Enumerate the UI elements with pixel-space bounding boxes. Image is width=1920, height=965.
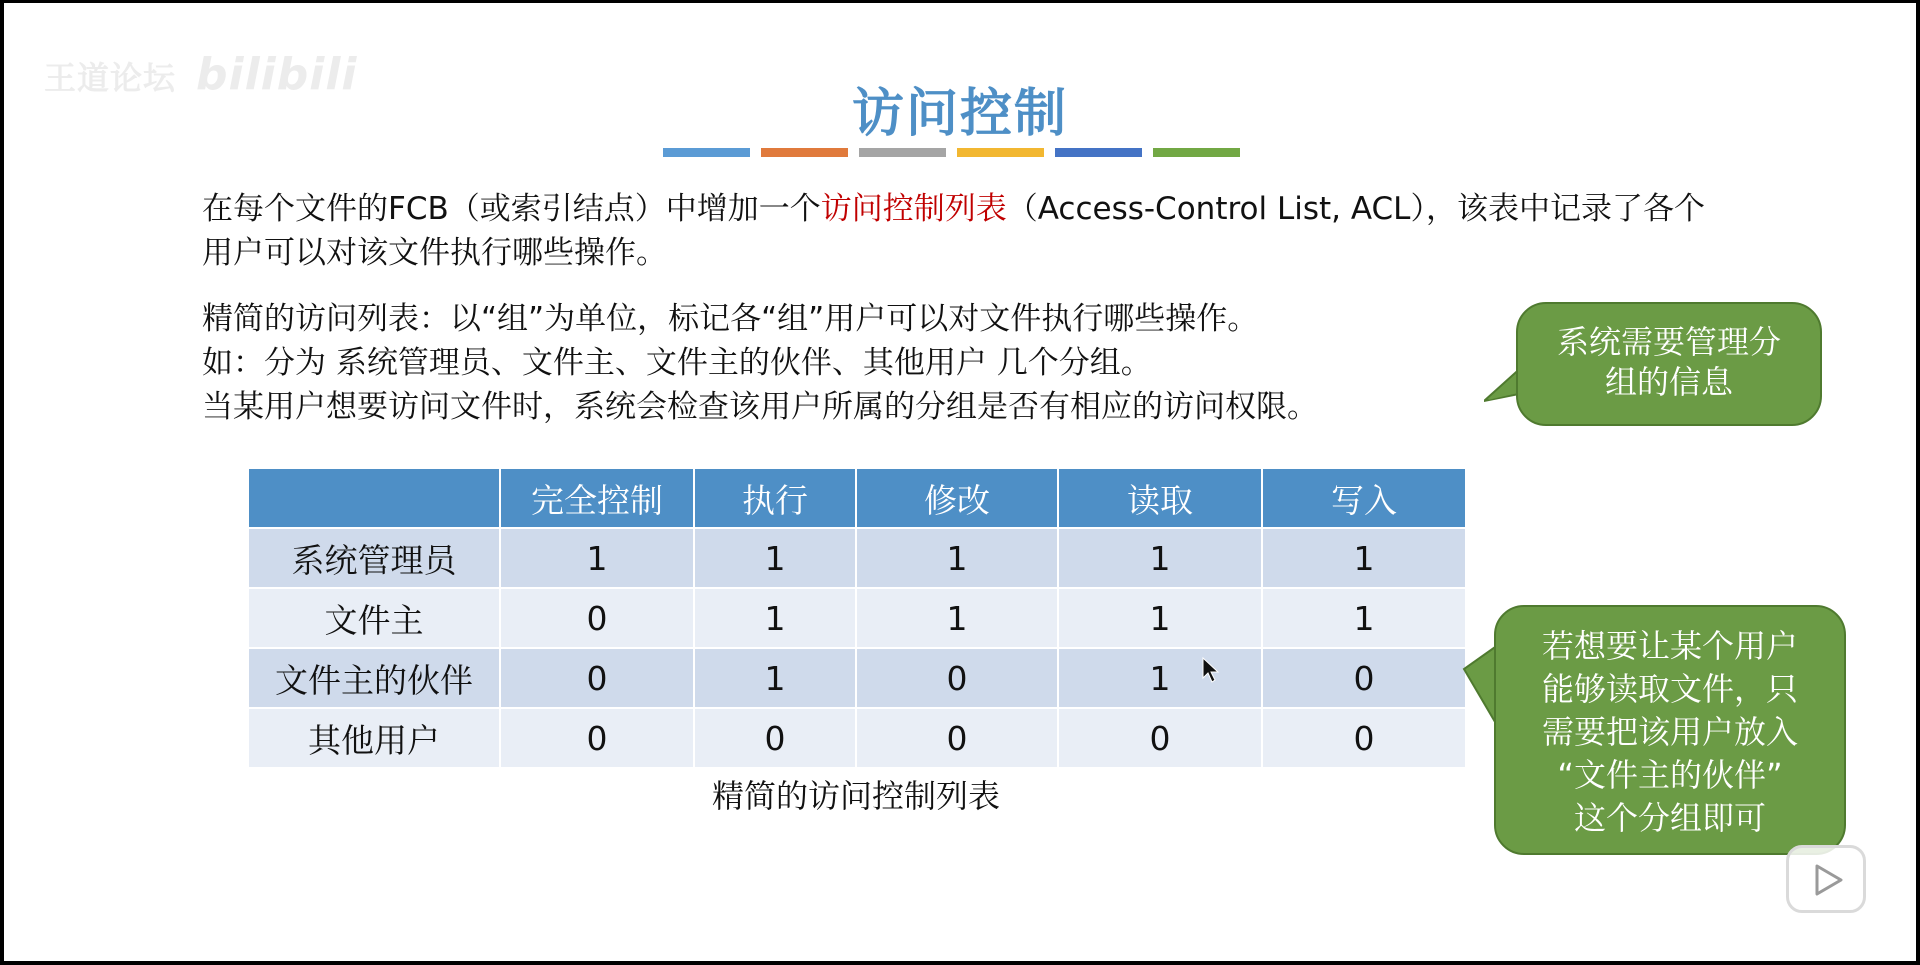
underline-stripe xyxy=(957,148,1044,157)
underline-stripe xyxy=(859,148,946,157)
table-row xyxy=(248,708,1466,768)
table-row xyxy=(248,648,1466,708)
callout-partner-group xyxy=(1494,605,1846,855)
bilibili-logo: bilibili xyxy=(196,49,358,100)
permission-cell: 0 xyxy=(1058,708,1262,768)
header-execute: 执行 xyxy=(694,468,856,528)
callout-group-info xyxy=(1516,302,1822,426)
permission-cell: 1 xyxy=(500,528,694,588)
callout-line: “文件主的伙伴” xyxy=(1557,756,1783,794)
underline-stripe xyxy=(1153,148,1240,157)
header-read: 读取 xyxy=(1058,468,1262,528)
table-caption: 精简的访问控制列表 xyxy=(711,777,1000,815)
header-write: 写入 xyxy=(1262,468,1466,528)
permission-cell: 1 xyxy=(694,648,856,708)
underline-stripe xyxy=(1055,148,1142,157)
simplified-line-1: 精简的访问列表：以“组”为单位，标记各“组”用户可以对文件执行哪些操作。 xyxy=(202,301,1259,337)
slide xyxy=(4,3,1916,961)
callout-line: 系统需要管理分 xyxy=(1556,323,1781,361)
permission-cell: 0 xyxy=(856,648,1058,708)
permission-cell: 1 xyxy=(1058,588,1262,648)
callout-tail xyxy=(1462,643,1498,733)
mouse-cursor-icon xyxy=(1202,657,1220,683)
simplified-line-2: 如：分为 系统管理员、文件主、文件主的伙伴、其他用户 几个分组。 xyxy=(202,345,1152,381)
play-icon xyxy=(1813,864,1843,896)
watermark-text: 王道论坛 xyxy=(44,59,177,97)
callout-line: 需要把该用户放入 xyxy=(1541,713,1798,751)
header-cell-empty xyxy=(248,468,500,528)
permission-cell: 1 xyxy=(856,588,1058,648)
underline-stripe xyxy=(663,148,750,157)
simplified-line-3: 当某用户想要访问文件时，系统会检查该用户所属的分组是否有相应的访问权限。 xyxy=(202,389,1318,425)
permission-cell: 0 xyxy=(1262,648,1466,708)
callout-line: 能够读取文件，只 xyxy=(1541,670,1798,708)
group-name: 文件主 xyxy=(248,588,500,648)
permission-cell: 0 xyxy=(856,708,1058,768)
intro-text-1: 在每个文件的FCB（或索引结点）中增加一个 xyxy=(202,191,821,227)
permission-cell: 1 xyxy=(1262,528,1466,588)
simplified-paragraph xyxy=(202,297,1502,429)
permission-cell: 0 xyxy=(500,708,694,768)
permission-cell: 0 xyxy=(694,708,856,768)
callout-line: 组的信息 xyxy=(1604,363,1733,401)
title-underline xyxy=(663,148,1240,157)
callout-line: 若想要让某个用户 xyxy=(1541,627,1798,665)
permission-cell: 0 xyxy=(500,588,694,648)
permission-cell: 1 xyxy=(694,588,856,648)
acl-highlight: 访问控制列表 xyxy=(820,191,1007,227)
header-modify: 修改 xyxy=(856,468,1058,528)
callout-line: 这个分组即可 xyxy=(1573,799,1766,837)
table-row xyxy=(248,588,1466,648)
group-name: 系统管理员 xyxy=(248,528,500,588)
permission-cell: 0 xyxy=(500,648,694,708)
header-full-control: 完全控制 xyxy=(500,468,694,528)
intro-text-2: （Access-Control List, ACL），该表中记录了各个用户可以对该文件执行哪些操作。 xyxy=(202,191,1705,271)
play-button[interactable] xyxy=(1786,845,1866,913)
intro-paragraph xyxy=(202,187,1732,275)
group-name: 其他用户 xyxy=(248,708,500,768)
permission-cell: 1 xyxy=(1058,528,1262,588)
table-row xyxy=(248,528,1466,588)
slide-title: 访问控制 xyxy=(851,84,1068,144)
permission-cell: 1 xyxy=(694,528,856,588)
permission-cell: 1 xyxy=(1262,588,1466,648)
underline-stripe xyxy=(761,148,848,157)
permission-cell: 1 xyxy=(856,528,1058,588)
permission-cell: 1 xyxy=(1058,648,1262,708)
permission-cell: 0 xyxy=(1262,708,1466,768)
group-name: 文件主的伙伴 xyxy=(248,648,500,708)
table-header-row xyxy=(248,468,1466,528)
acl-table xyxy=(247,467,1467,769)
